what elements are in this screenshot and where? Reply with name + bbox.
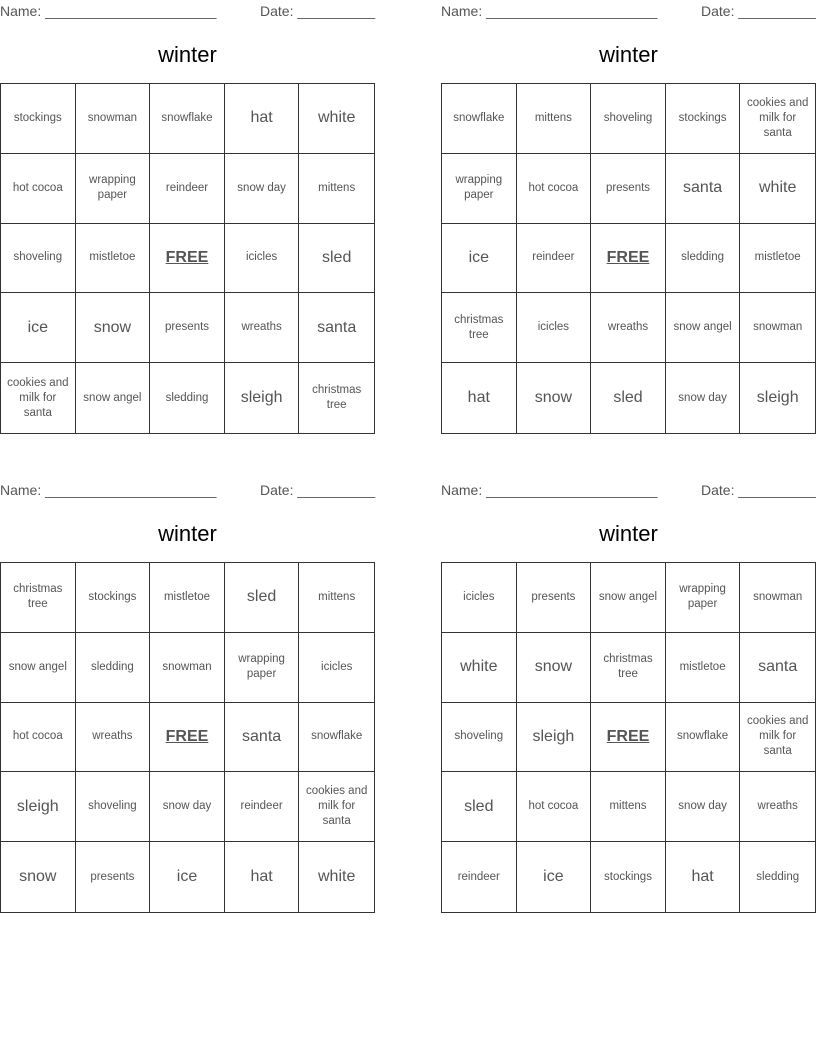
bingo-cell: christmas tree [1,563,76,633]
bingo-cell: presents [76,842,151,912]
bingo-cell: snow [517,363,592,433]
bingo-cell: mistletoe [666,633,741,703]
name-field-label: Name: ______________________ [0,3,217,19]
bingo-card [441,0,816,440]
bingo-cell: sleigh [517,703,592,773]
bingo-cell: white [442,633,517,703]
date-field-label: Date: __________ [260,482,376,498]
bingo-cell: sledding [150,363,225,433]
bingo-cell: snowflake [666,703,741,773]
bingo-cell: wrapping paper [442,154,517,224]
bingo-cell: mittens [591,772,666,842]
bingo-cell: snow day [666,772,741,842]
bingo-cell: snowflake [299,703,374,773]
bingo-cell: wreaths [76,703,151,773]
bingo-cell: hat [225,842,300,912]
bingo-cell: sledding [76,633,151,703]
bingo-cell: sledding [666,224,741,294]
bingo-cell: reindeer [517,224,592,294]
bingo-cell: snow [1,842,76,912]
bingo-cell: wreaths [591,293,666,363]
card-title: winter [599,42,658,67]
bingo-grid [441,562,816,913]
bingo-cell: hat [442,363,517,433]
bingo-cell: mistletoe [740,224,815,294]
bingo-cell: snow angel [76,363,151,433]
bingo-cell: white [740,154,815,224]
bingo-grid [0,562,375,913]
card-title: winter [158,521,217,546]
bingo-cell: santa [225,703,300,773]
bingo-cell: hot cocoa [517,772,592,842]
bingo-cell: santa [740,633,815,703]
bingo-cell: shoveling [442,703,517,773]
name-field-label: Name: ______________________ [0,482,217,498]
free-space: FREE [150,703,225,773]
card-title: winter [599,521,658,546]
bingo-cell: snow [76,293,151,363]
bingo-grid [441,83,816,434]
bingo-cell: christmas tree [442,293,517,363]
bingo-cell: ice [1,293,76,363]
bingo-cell: mittens [299,563,374,633]
bingo-cell: sled [591,363,666,433]
free-space: FREE [591,703,666,773]
bingo-cell: christmas tree [591,633,666,703]
bingo-cell: presents [517,563,592,633]
bingo-cell: hat [225,84,300,154]
bingo-cell: stockings [591,842,666,912]
bingo-cell: shoveling [591,84,666,154]
bingo-cell: snowflake [442,84,517,154]
bingo-cell: icicles [299,633,374,703]
bingo-cell: stockings [76,563,151,633]
bingo-cell: wrapping paper [666,563,741,633]
bingo-cell: snowflake [150,84,225,154]
bingo-cell: sledding [756,870,800,883]
name-field-label: Name: ______________________ [441,482,658,498]
bingo-cell: stockings [666,84,741,154]
date-field-label: Date: __________ [701,482,816,498]
bingo-cell: wreaths [740,772,815,842]
bingo-cell: santa [299,293,374,363]
bingo-cell: mistletoe [76,224,151,294]
bingo-cell: reindeer [225,772,300,842]
bingo-cell: snow day [150,772,225,842]
bingo-cell: sled [442,772,517,842]
bingo-cell: snow angel [1,633,76,703]
bingo-cell: sled [225,563,300,633]
bingo-cell: white [318,868,356,886]
bingo-cell: icicles [517,293,592,363]
bingo-cell: shoveling [76,772,151,842]
bingo-cell: ice [150,842,225,912]
bingo-cell: shoveling [1,224,76,294]
bingo-cell: snow day [666,363,741,433]
bingo-cell: white [299,84,374,154]
free-space: FREE [591,224,666,294]
date-field-label: Date: __________ [701,3,816,19]
bingo-cell: snow angel [666,293,741,363]
bingo-cell: snow [517,633,592,703]
bingo-cell: hot cocoa [1,703,76,773]
bingo-cell: snowman [740,563,815,633]
bingo-card [0,0,375,440]
bingo-cell: cookies and milk for santa [740,84,815,154]
bingo-cell: mittens [517,84,592,154]
bingo-cell: reindeer [150,154,225,224]
bingo-cell: wrapping paper [76,154,151,224]
bingo-cell: hot cocoa [1,154,76,224]
bingo-cell: snowman [740,293,815,363]
bingo-cell: mittens [299,154,374,224]
bingo-cell: sleigh [1,772,76,842]
bingo-cell: presents [150,293,225,363]
bingo-cell: snowman [76,84,151,154]
bingo-cell: santa [666,154,741,224]
bingo-cell: hat [666,842,741,912]
bingo-card [441,479,816,919]
bingo-cell: cookies and milk for santa [740,703,815,773]
bingo-grid [0,83,375,434]
bingo-cell: sleigh [225,363,300,433]
bingo-cell: stockings [1,84,76,154]
free-space: FREE [150,224,225,294]
bingo-cell: wrapping paper [225,633,300,703]
bingo-cell: presents [591,154,666,224]
bingo-cell: ice [517,842,592,912]
bingo-card [0,479,375,919]
bingo-cell: hot cocoa [517,154,592,224]
bingo-cell: sleigh [756,389,799,407]
card-title: winter [158,42,217,67]
bingo-cell: wreaths [225,293,300,363]
bingo-cell: ice [442,224,517,294]
bingo-cell: sled [299,224,374,294]
name-field-label: Name: ______________________ [441,3,658,19]
bingo-cell: cookies and milk for santa [1,363,76,433]
bingo-cell: snow angel [591,563,666,633]
bingo-cell: christmas tree [312,384,362,412]
bingo-cell: icicles [442,563,517,633]
bingo-cell: snow day [225,154,300,224]
bingo-cell: reindeer [442,842,517,912]
date-field-label: Date: __________ [260,3,376,19]
bingo-cell: cookies and milk for santa [299,772,374,842]
bingo-cell: snowman [150,633,225,703]
bingo-cell: mistletoe [150,563,225,633]
bingo-cell: icicles [225,224,300,294]
